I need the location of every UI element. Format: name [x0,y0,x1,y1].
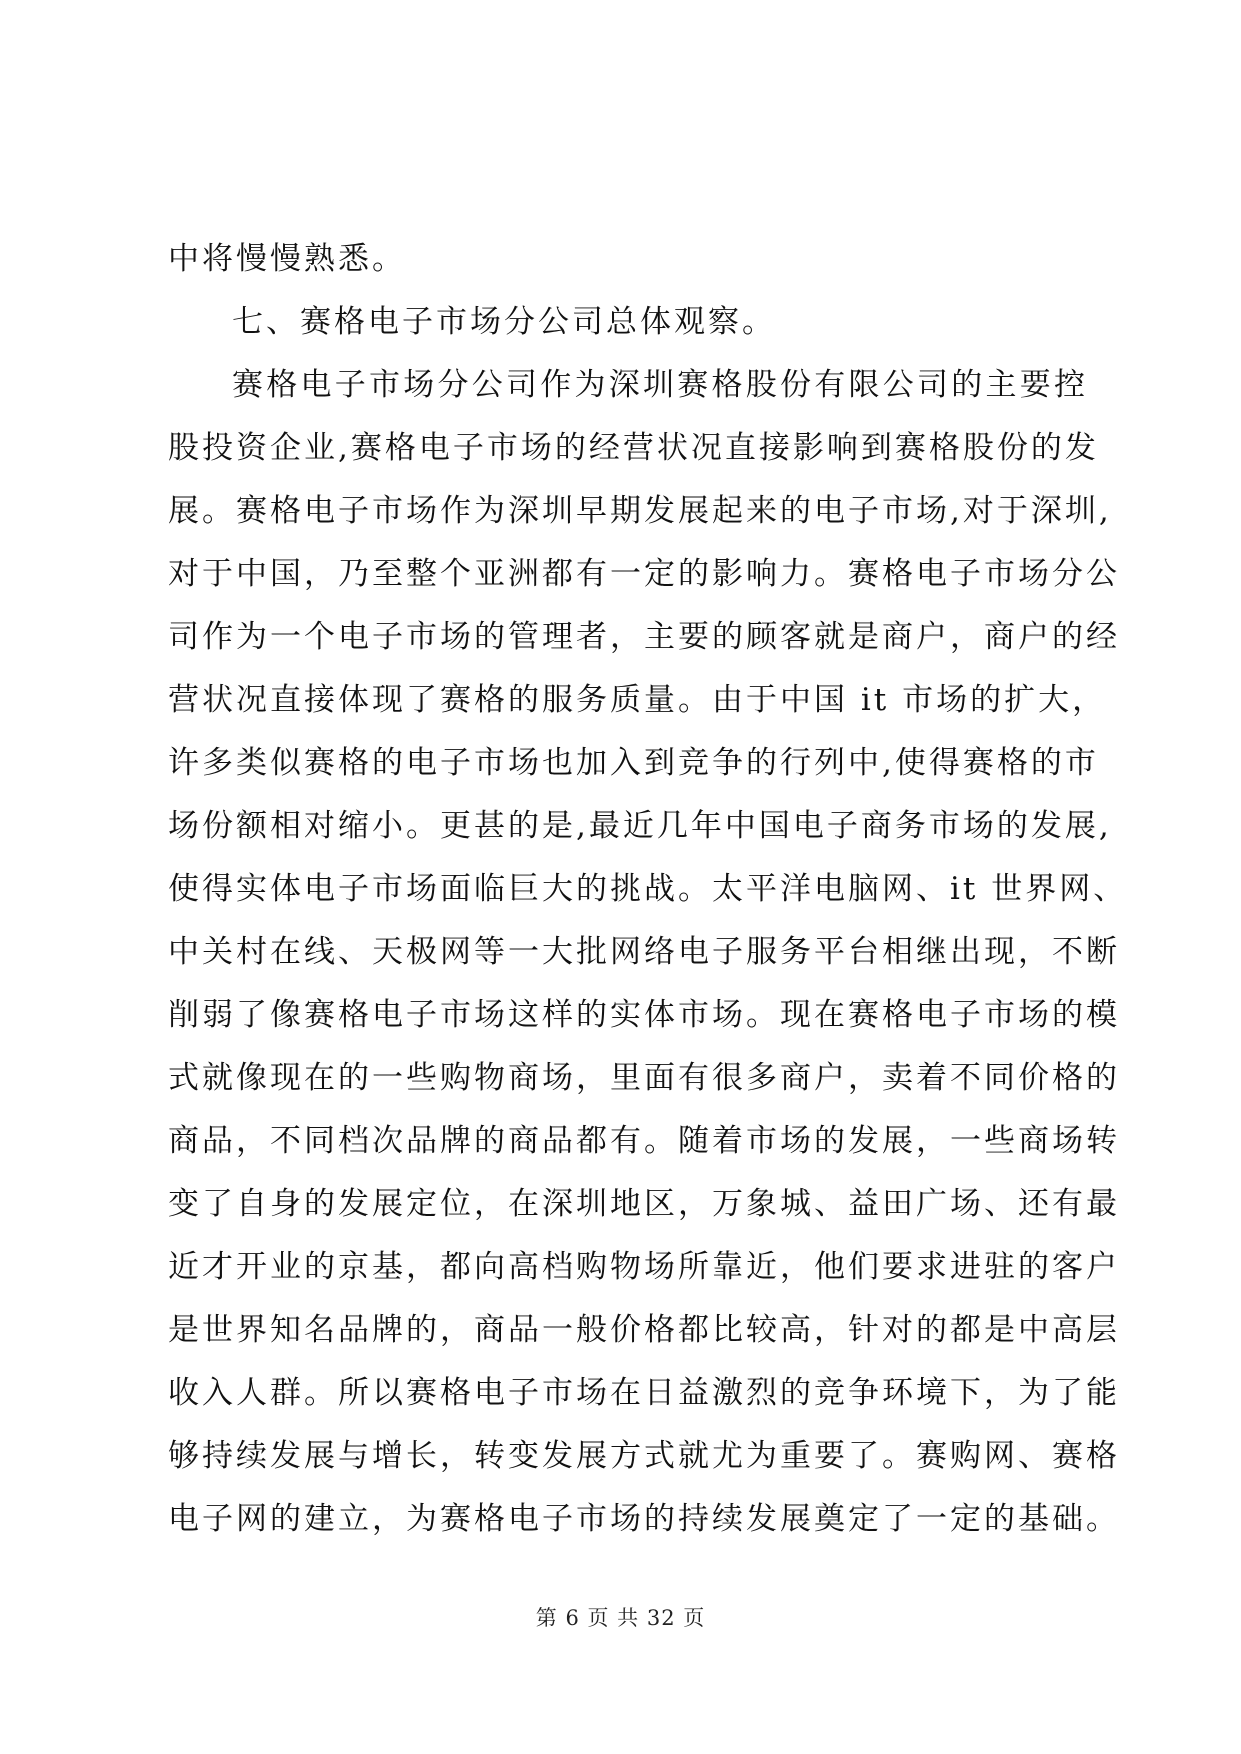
text-line: 削弱了像赛格电子市场这样的实体市场。现在赛格电子市场的模 [168,997,1120,1033]
text-line: 够持续发展与增长，转变发展方式就尤为重要了。赛购网、赛格 [168,1438,1120,1474]
text-line: 是世界知名品牌的，商品一般价格都比较高，针对的都是中高层 [168,1312,1120,1348]
text-line: 中关村在线、天极网等一大批网络电子服务平台相继出现，不断 [168,934,1120,970]
text-line: 营状况直接体现了赛格的服务质量。由于中国 it 市场的扩大， [168,682,1107,718]
body-text [168,228,1128,1551]
page-number-footer: 第 6 页 共 32 页 [535,1606,706,1630]
text-line: 司作为一个电子市场的管理者，主要的顾客就是商户，商户的经 [168,619,1120,655]
text-line: 收入人群。所以赛格电子市场在日益激烈的竞争环境下，为了能 [168,1375,1120,1411]
text-line: 式就像现在的一些购物商场，里面有很多商户，卖着不同价格的 [168,1060,1120,1096]
text-line: 对于中国，乃至整个亚洲都有一定的影响力。赛格电子市场分公 [168,556,1120,592]
text-line: 使得实体电子市场面临巨大的挑战。太平洋电脑网、it 世界网、 [168,871,1128,907]
section-heading: 七、赛格电子市场分公司总体观察。 [232,304,776,340]
text-line: 赛格电子市场分公司作为深圳赛格股份有限公司的主要控 [232,367,1088,403]
text-line: 商品，不同档次品牌的商品都有。随着市场的发展，一些商场转 [168,1123,1120,1159]
text-line: 许多类似赛格的电子市场也加入到竞争的行列中,使得赛格的市 [168,745,1099,781]
text-line: 电子网的建立，为赛格电子市场的持续发展奠定了一定的基础。 [168,1501,1120,1537]
text-line: 展。赛格电子市场作为深圳早期发展起来的电子市场,对于深圳, [168,493,1112,529]
text-line: 场份额相对缩小。更甚的是,最近几年中国电子商务市场的发展, [168,808,1112,844]
text-line: 股投资企业,赛格电子市场的经营状况直接影响到赛格股份的发 [168,430,1099,466]
text-line: 变了自身的发展定位，在深圳地区，万象城、益田广场、还有最 [168,1186,1120,1222]
text-line: 近才开业的京基，都向高档购物场所靠近，他们要求进驻的客户 [168,1249,1120,1285]
text-line: 中将慢慢熟悉。 [168,241,406,277]
